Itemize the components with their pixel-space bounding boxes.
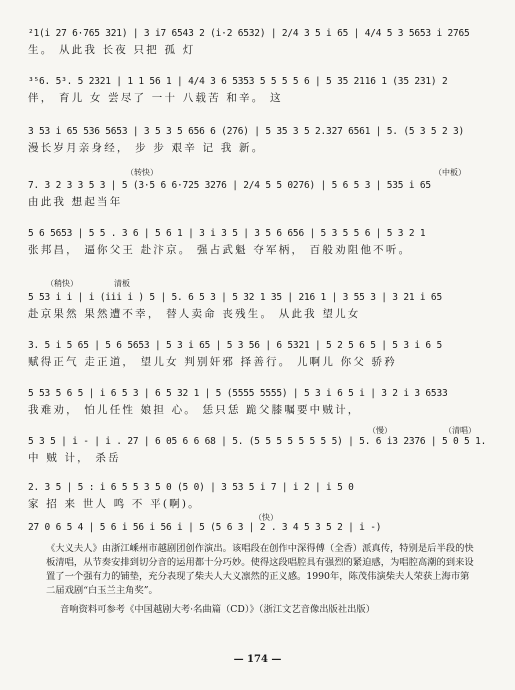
- tempo-mark-zhongban: （中板）: [434, 168, 466, 177]
- numbered-notation: 7. 3 2 3 3 5 3 | 5 (3·5 6 6·725 3276 | 2/4 5 5 0276) | 5 6 5 3 | 535 i 65: [28, 180, 431, 191]
- commentary-paragraph: 《大义夫人》由浙江嵊州市越剧团创作演出。该唱段在创作中深得傅（全香）派真传，特别是后半段的快板清唱，从节奏安排到切分音的运用都十分巧妙。使得这段唱腔具有强烈的紧迫感，为唱腔高潮的到来设置了一个强有力的铺垫，充分表现了柴夫人大义凛然的正义感。1990年，陈茂伟演柴夫人荣获上海市第二届戏剧“白玉兰主角奖”。: [46, 543, 474, 596]
- numbered-notation: ³⁵6. 5³. 5 2321 | 1 1 56 1 | 4/4 3 6 5353 5 5 5 5 6 | 5 35 2116 1 (35 231) 2: [28, 76, 448, 87]
- tempo-mark-kuai: （快）: [254, 513, 278, 522]
- lyrics-line: 漫长岁月亲身经， 步 步 艰辛 记 我 新。: [28, 142, 265, 154]
- page-number: — 174 —: [233, 654, 282, 665]
- numbered-notation: 5 53 i i | i (iii i ) 5 | 5. 6 5 3 | 5 32 1 35 | 216 1 | 3 55 3 | 3 21 i 65: [28, 292, 442, 303]
- numbered-notation: 27 0 6 5 4 | 5 6 i 56 i 56 i | 5 (5 6 3 | 2 . 3 4 5 3 5 2 | i -): [28, 522, 382, 533]
- lyrics-line: 中 贼 计， 杀岳: [28, 452, 121, 464]
- lyrics-line: 家 招 来 世人 鸣 不 平(啊)。: [28, 498, 201, 510]
- numbered-notation: 5 53 5 6 5 | i 6 5 3 | 6 5 32 1 | 5 (5555 5555) | 5 3 i 6 5 i | 3 2 i 3 6533: [28, 388, 448, 399]
- lyrics-line: 赋得正气 走正道， 望儿女 判别奸邪 择善行。 儿啊儿 你父 骄矜: [28, 356, 397, 368]
- numbered-notation: 2. 3 5 | 5 : i 6 5 5 3 5 0 (5 0) | 3 53 5 i 7 | i 2 | i 5 0: [28, 482, 354, 493]
- audio-reference: 音响资料可参考《中国越剧大考·名曲篇（CD）》（浙江文艺音像出版社出版）: [60, 604, 376, 615]
- tempo-mark-zhuankuai: （转快）: [126, 168, 158, 177]
- numbered-notation: 3. 5 i 5 65 | 5 6 5653 | 5 3 i 65 | 5 3 56 | 6 5321 | 5 2 5 6 5 | 5 3 i 6 5: [28, 340, 442, 351]
- lyrics-line: 赴京果然 果然遭不幸， 替人卖命 丧残生。 从此我 望儿女: [28, 308, 361, 320]
- tempo-mark-qingban: 清板: [114, 279, 130, 288]
- lyrics-line: 张邦昌， 逼你父王 赴汴京。 强占武魁 夺军柄， 百般劝阻他不听。: [28, 244, 412, 256]
- tempo-mark-qingchang: （清唱）: [444, 426, 476, 435]
- numbered-notation: ²1(i 27 6·765 321) | 3 i7 6543 2 (i·2 6532) | 2/4 3 5 i 65 | 4/4 5 3 5653 i 2765: [28, 28, 470, 39]
- lyrics-line: 由此我 想起当年: [28, 196, 123, 208]
- numbered-notation: 5 3 5 | i - | i . 27 | 6 05 6 6 68 | 5. (5 5 5 5 5 5 5 5) | 5. 6 i3 2376 | 5 0 5 1.: [28, 436, 487, 447]
- tempo-mark-man: （慢）: [368, 426, 392, 435]
- numbered-notation: 5 6 5653 | 5 5 . 3 6 | 5 6 1 | 3 i 3 5 | 3 5 6 656 | 5 3 5 5 6 | 5 3 2 1: [28, 228, 426, 239]
- tempo-mark-shaokuai: （稍快）: [46, 279, 78, 288]
- lyrics-line: 伴， 育儿 女 尝尽了 一十 八载苦 和辛。 这: [28, 92, 283, 104]
- numbered-notation: 3 53 i 65 536 5653 | 3 5 3 5 656 6 (276) | 5 35 3 5 2.327 6561 | 5. (5 3 5 2 3): [28, 126, 465, 137]
- lyrics-line: 我难劝， 怕儿任性 娘担 心。 恁只恁 跪父膝嘱要中贼计，: [28, 404, 361, 416]
- lyrics-line: 生。 从此我 长夜 只把 孤 灯: [28, 44, 196, 56]
